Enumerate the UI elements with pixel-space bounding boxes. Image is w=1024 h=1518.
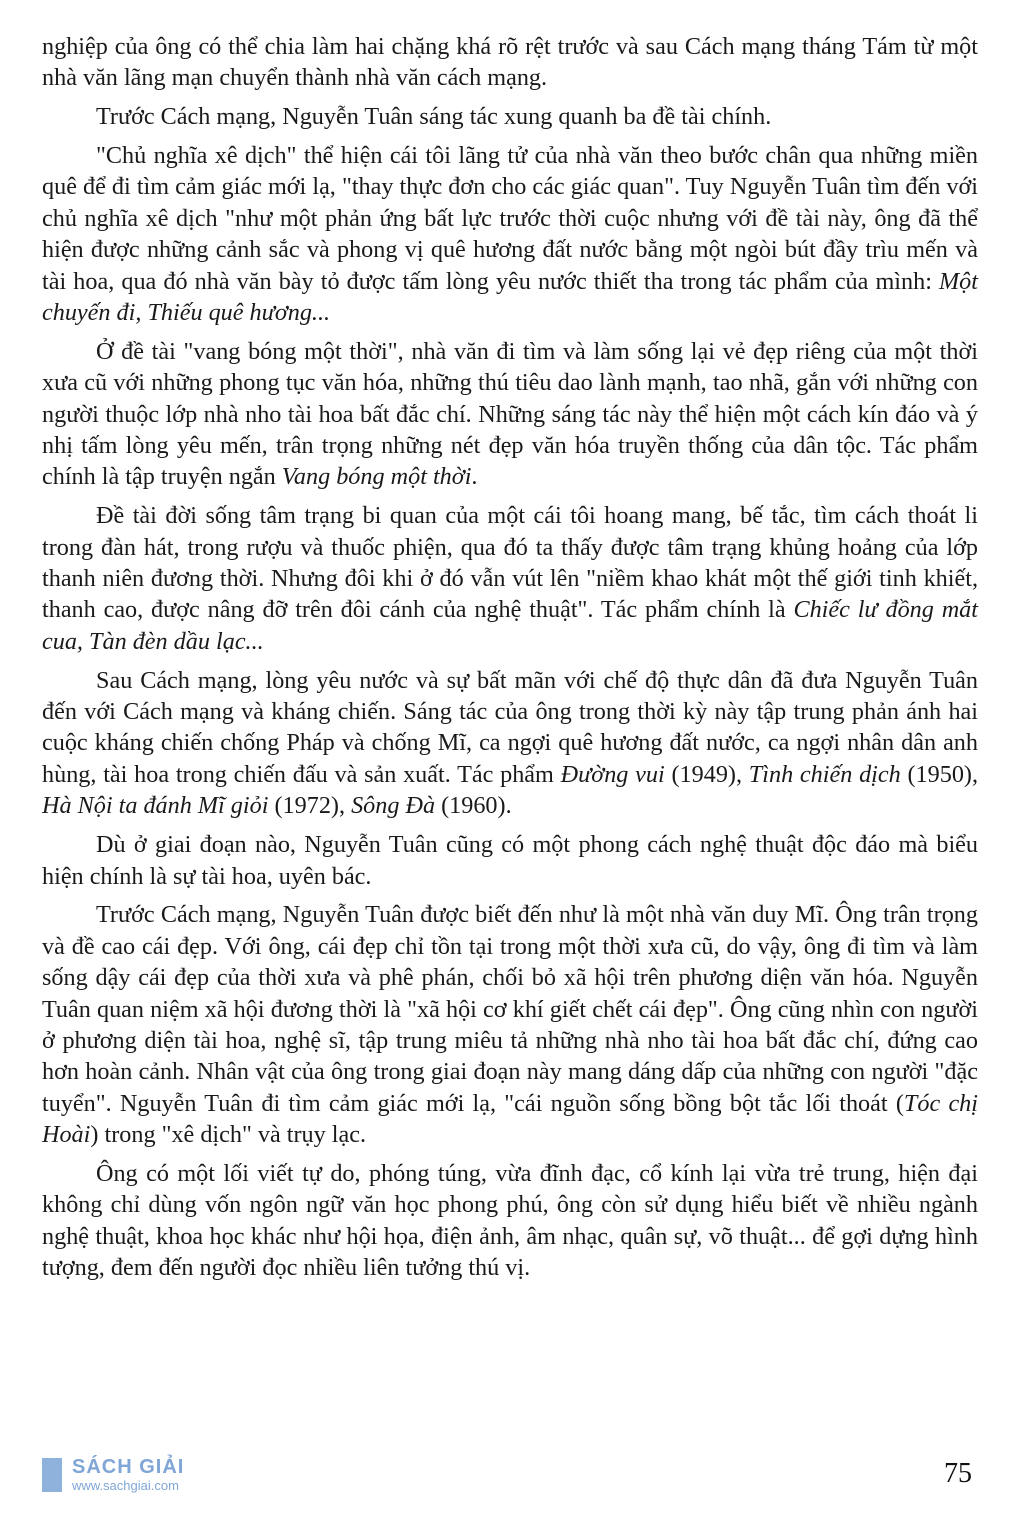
paragraph-text: nghiệp của ông có thể chia làm hai chặng khá rõ rệt trước và sau Cách mạng tháng Tám từ một nhà văn lãng mạn chuyển thành nhà văn cách mạng. xyxy=(42,33,978,92)
paragraph-text: . xyxy=(471,463,478,491)
watermark-logo xyxy=(42,1452,184,1498)
paragraph xyxy=(42,1158,978,1284)
paragraph xyxy=(42,899,978,1150)
document-body xyxy=(42,31,978,1291)
paragraph-text: (1949), xyxy=(664,760,749,788)
paragraph xyxy=(42,336,978,493)
italic-title-text: Sông Đà xyxy=(351,792,436,820)
paragraph-text: (1960). xyxy=(435,792,512,820)
watermark-title: SÁCH GIẢI xyxy=(72,1456,185,1478)
paragraph-text: Đề tài đời sống tâm trạng bi quan của một cái tôi hoang mang, bế tắc, tìm cách thoát li trong đàn hát, trong rượu và thuốc phiện, qua đó ta thấy được tâm trạng khủng hoảng của lớp thanh niên đương thời. Nhưng đôi khi ở đó vẫn vút lên "niềm khao khát một thế giới tinh khiết, thanh cao, được nâng đỡ trên đôi cánh của nghệ thuật". Tác phẩm chính là xyxy=(42,502,978,624)
italic-title-text: Đường vui xyxy=(560,760,665,788)
paragraph-text: Sau Cách mạng, lòng yêu nước và sự bất mãn với chế độ thực dân đã đưa Nguyễn Tuân đến với Cách mạng và kháng chiến. Sáng tác của ông trong thời kỳ này tập trung phản ánh hai cuộc kháng chiến chống Pháp và chống Mĩ, ca ngợi quê hương đất nước, ca ngợi nhân dân anh hùng, tài hoa trong chiến đấu và sản xuất. Tác phẩm xyxy=(42,666,978,788)
paragraph xyxy=(42,31,978,94)
paragraph-text: (1950), xyxy=(900,760,979,788)
paragraph-text: Trước Cách mạng, Nguyễn Tuân được biết đến như là một nhà văn duy Mĩ. Ông trân trọng và đề cao cái đẹp. Với ông, cái đẹp chỉ tồn tại trong một thời xưa cũ, do vậy, ông đi tìm và làm sống dậy cái đẹp của thời xưa và phê phán, chối bỏ xã hội trên phương diện văn hóa. Nguyễn Tuân quan niệm xã hội đương thời là "xã hội cơ khí giết chết cái đẹp". Ông cũng nhìn con người ở phương diện tài hoa, nghệ sĩ, tập trung miêu tả những nhà nho tài hoa bất đắc chí, đứng cao hơn hoàn cảnh. Nhân vật của ông trong giai đoạn này mang dáng dấp của những con người "đặc tuyển". Nguyễn Tuân đi tìm cảm giác mới lạ, "cái nguồn sống bồng bột tắc lối thoát ( xyxy=(42,901,978,1117)
watermark-url: www.sachgiai.com xyxy=(72,1478,179,1493)
italic-title-text: Tóc chị Hoài xyxy=(42,1089,978,1149)
paragraph-text: (1972), xyxy=(268,792,352,820)
italic-title-text: Tình chiến dịch xyxy=(748,760,901,788)
paragraph xyxy=(42,500,978,657)
paragraph-text: ) trong "xê dịch" và trụy lạc. xyxy=(90,1121,367,1149)
paragraph-text: Dù ở giai đoạn nào, Nguyễn Tuân cũng có một phong cách nghệ thuật độc đáo mà biểu hiện chính là sự tài hoa, uyên bác. xyxy=(42,831,978,890)
paragraph-text: Ở đề tài "vang bóng một thời", nhà văn đi tìm và làm sống lại vẻ đẹp riêng của một thời xưa cũ với những phong tục văn hóa, những thú tiêu dao lành mạnh, tao nhã, gắn với những con người thuộc lớp nhà nho tài hoa bất đắc chí. Những sáng tác này thể hiện một cách kín đáo và ý nhị tấm lòng yêu mến, trân trọng những nét đẹp văn hóa truyền thống của dân tộc. Tác phẩm chính là tập truyện ngắn xyxy=(42,337,978,491)
watermark-book-icon xyxy=(42,1458,62,1492)
paragraph-text: Ông có một lối viết tự do, phóng túng, vừa đĩnh đạc, cổ kính lại vừa trẻ trung, hiện đại không chỉ dùng vốn ngôn ngữ văn học phong phú, ông còn sử dụng hiểu biết về nhiều ngành nghệ thuật, khoa học khác như hội họa, điện ảnh, âm nhạc, quân sự, võ thuật... để gợi dựng hình tượng, đem đến người đọc nhiều liên tưởng thú vị. xyxy=(42,1159,978,1282)
watermark-text-block xyxy=(72,1456,184,1494)
paragraph xyxy=(42,140,978,328)
paragraph-text: Trước Cách mạng, Nguyễn Tuân sáng tác xung quanh ba đề tài chính. xyxy=(96,103,772,131)
paragraph xyxy=(42,829,978,892)
page-number: 75 xyxy=(944,1458,972,1489)
paragraph xyxy=(42,101,978,132)
italic-title-text: Chiếc lư đồng mắt cua, Tàn đèn dầu lạc... xyxy=(42,596,978,655)
italic-title-text: Vang bóng một thời xyxy=(281,463,472,491)
italic-title-text: Hà Nội ta đánh Mĩ giỏi xyxy=(42,792,269,820)
paragraph xyxy=(42,665,978,822)
paragraph-text: "Chủ nghĩa xê dịch" thể hiện cái tôi lãng tử của nhà văn theo bước chân qua những miền quê để đi tìm cảm giác mới lạ, "thay thực đơn cho các giác quan". Tuy Nguyễn Tuân tìm đến với chủ nghĩa xê dịch "như một phản ứng bất lực trước thời cuộc nhưng với đề tài này, ông đã thể hiện được những cảnh sắc và phong vị quê hương đất nước bằng một ngòi bút đầy trìu mến và tài hoa, qua đó nhà văn bày tỏ được tấm lòng yêu nước thiết tha trong tác phẩm của mình: xyxy=(42,142,978,295)
italic-title-text: Một chuyến đi, Thiếu quê hương... xyxy=(42,267,978,327)
